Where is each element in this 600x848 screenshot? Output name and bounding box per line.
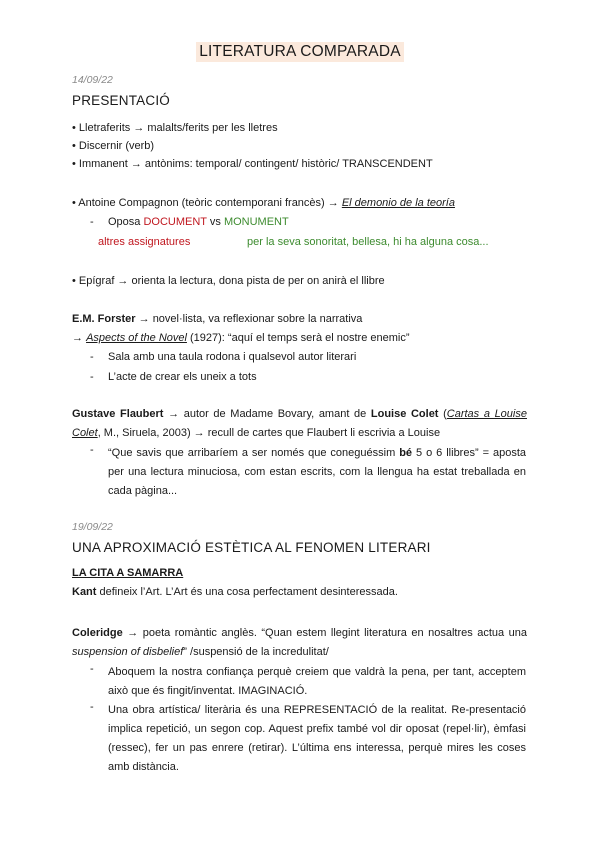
aspects-quote: (1927): “aquí el temps serà el nostre enemic” xyxy=(186,332,410,344)
oposa-label: Oposa xyxy=(108,216,144,228)
flaubert-paren: ( xyxy=(438,408,447,420)
forster-sub-2: L’acte de crear els uneix a tots xyxy=(108,371,257,383)
book-title-demonio: El demonio de la teoría xyxy=(341,197,455,209)
title-wrap xyxy=(0,42,600,62)
section-date: 14/09/22 xyxy=(72,74,113,86)
kant-name: Kant xyxy=(72,586,97,598)
aspects-arrow: → xyxy=(72,332,87,344)
bullet-lletraferits: • Lletraferits → malalts/ferits per les lletres xyxy=(72,122,278,134)
flaubert-desc: → autor de Madame Bovary, amant de xyxy=(163,408,371,420)
oposa-line xyxy=(108,216,289,228)
flaubert-tail: , M., Siruela, 2003) → recull de cartes que Flaubert li escrivia a Louise xyxy=(97,427,441,439)
colet-name: Louise Colet xyxy=(370,408,439,420)
forster-sub-1: Sala amb una taula rodona i qualsevol autor literari xyxy=(108,351,357,363)
bullet-compagnon xyxy=(72,197,455,209)
bullet-immanent: • Immanent → antònims: temporal/ contingent/ històric/ TRANSCENDENT xyxy=(72,158,433,170)
flaubert-quote xyxy=(108,444,526,501)
sonoritat-note: per la seva sonoritat, bellesa, hi ha alguna cosa... xyxy=(247,236,489,248)
coleridge-tail: ” /suspensió de la incredulitat/ xyxy=(183,646,329,658)
dash: - xyxy=(90,663,94,675)
coleridge-paragraph xyxy=(72,624,527,662)
book-title-aspects: Aspects of the Novel xyxy=(86,332,187,344)
flaubert-paragraph xyxy=(72,405,527,443)
vs-word: vs xyxy=(206,216,224,228)
bullet-discernir: • Discernir (verb) xyxy=(72,140,155,152)
kant-line xyxy=(72,586,398,598)
quote-text: “Que savis que arribaríem a ser només que coneguéssim xyxy=(108,447,400,459)
document-word: DOCUMENT xyxy=(143,216,207,228)
dash: - xyxy=(90,444,94,456)
subheading-samarra: LA CITA A SAMARRA xyxy=(72,567,184,579)
forster-line xyxy=(72,313,362,325)
compagnon-text: • Antoine Compagnon (teòric contemporani francès) → xyxy=(72,197,342,209)
section-heading: PRESENTACIÓ xyxy=(72,93,170,108)
monument-word: MONUMENT xyxy=(223,216,289,228)
altres-assignatures: altres assignatures xyxy=(98,236,191,248)
flaubert-name: Gustave Flaubert xyxy=(72,408,164,420)
coleridge-name: Coleridge xyxy=(72,627,123,639)
aspects-line xyxy=(72,332,410,344)
forster-desc: → novel·lista, va reflexionar sobre la narrativa xyxy=(135,313,363,325)
book-title-cartas: Cartas a Louise Colet xyxy=(72,408,527,439)
bullet-epigraf: • Epígraf → orienta la lectura, dona pista de per on anirà el llibre xyxy=(72,275,385,287)
section-date: 19/09/22 xyxy=(72,521,113,533)
quote-rest: 5 o 6 llibres” = aposta per una lectura minuciosa, com estan escrits, com la llengua ha estat treballada en cada pàgina... xyxy=(108,447,526,497)
coleridge-desc: → poeta romàntic anglès. “Quan estem llegint literatura en nosaltres actua una xyxy=(122,627,527,639)
dash: - xyxy=(90,371,94,383)
quote-emphasis: bé xyxy=(399,447,413,459)
suspension-phrase: suspension of disbelief xyxy=(72,646,184,658)
section-heading: UNA APROXIMACIÓ ESTÈTICA AL FENOMEN LITERARI xyxy=(72,540,431,555)
kant-desc: defineix l’Art. L’Art és una cosa perfectament desinteressada. xyxy=(96,586,398,598)
forster-name: E.M. Forster xyxy=(72,313,136,325)
coleridge-sub-2: Una obra artística/ literària és una REPRESENTACIÓ de la realitat. Re-presentació implica repetició, un segon cop. Aquest prefix també vol dir oposat (repel·lir), èmfasi (ressec), fer un pas enrere (retirar). L’última ens interessa, perquè mires les coses amb distància. xyxy=(108,704,526,773)
coleridge-sub-1: Aboquem la nostra confiança perquè creiem que valdrà la pena, per tant, acceptem això que és fingit/inventat. IMAGINACIÓ. xyxy=(108,666,526,697)
document-title: LITERATURA COMPARADA xyxy=(196,42,404,62)
dash: - xyxy=(90,351,94,363)
dash: - xyxy=(90,701,94,713)
dash: - xyxy=(90,216,94,228)
